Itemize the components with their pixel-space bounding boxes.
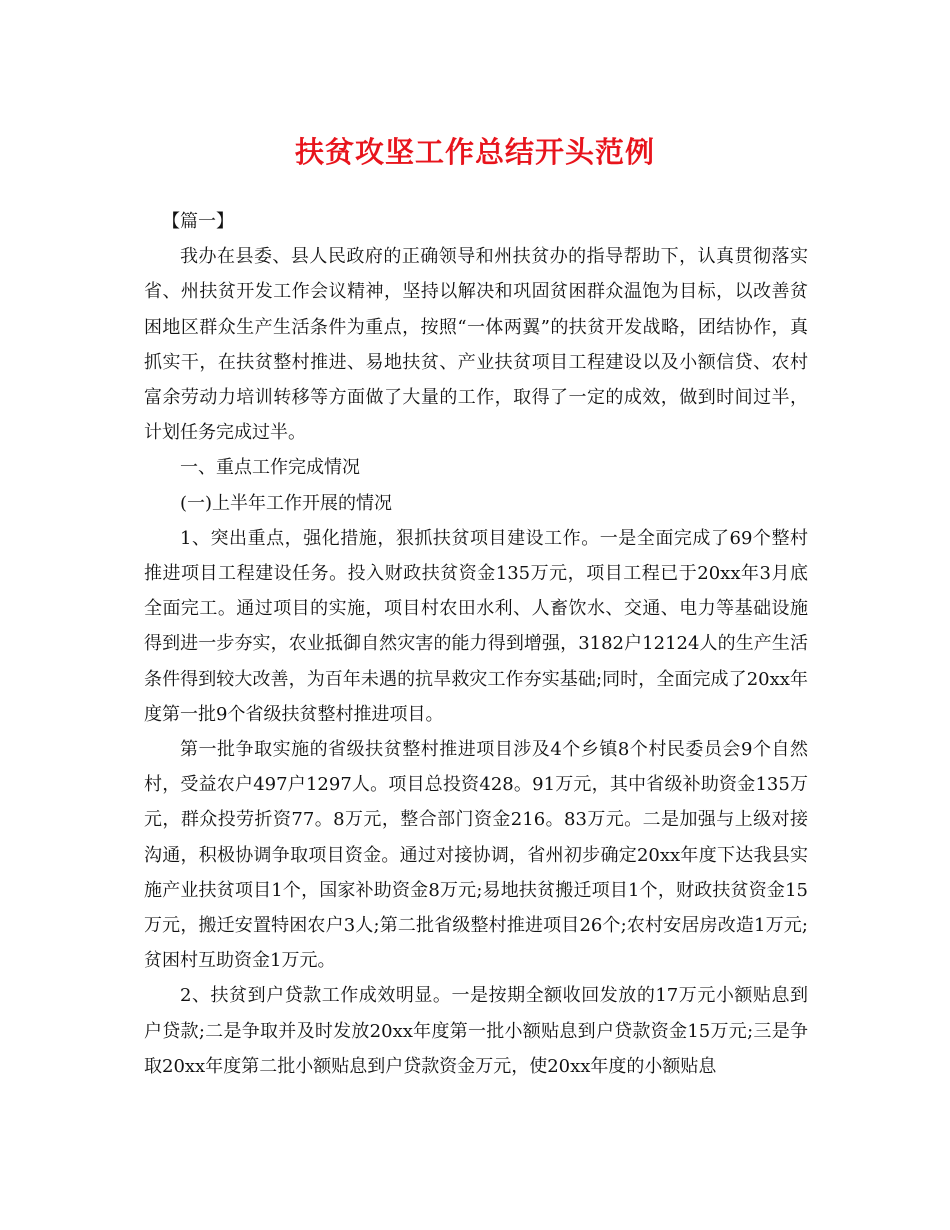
heading-key-work: 一、重点工作完成情况: [180, 457, 360, 479]
document-body: [144, 204, 808, 1084]
document-title: 扶贫攻坚工作总结开头范例: [294, 135, 655, 169]
paragraph-first-batch: 第一批争取实施的省级扶贫整村推进项目涉及4个乡镇8个村民委员会9个自然村，受益农户497户1297人。项目总投资428。91万元，其中省级补助资金135万元，群众投劳折资77。8万元，整合部门资金216。83万元。二是加强与上级对接沟通，积极协调争取项目资金。通过对接协调，省州初步确定20xx年度下达我县实施产业扶贫项目1个，国家补助资金8万元;易地扶贫搬迁项目1个，财政扶贫资金15万元，搬迁安置特困农户3人;第二批省级整村推进项目26个;农村安居房改造1万元;贫困村互助资金1万元。: [144, 739, 808, 972]
paragraph-item-1: 1、突出重点，强化措施，狠抓扶贫项目建设工作。一是全面完成了69个整村推进项目工程建设任务。投入财政扶贫资金135万元，项目工程已于20xx年3月底全面完工。通过项目的实施，项目村农田水利、人畜饮水、交通、电力等基础设施得到进一步夯实，农业抵御自然灾害的能力得到增强，3182户12124人的生产生活条件得到较大改善，为百年未遇的抗旱救灾工作夯实基础;同时，全面完成了20xx年度第一批9个省级扶贫整村推进项目。: [144, 527, 808, 725]
paragraph-item-2: 2、扶贫到户贷款工作成效明显。一是按期全额收回发放的17万元小额贴息到户贷款;二是争取并及时发放20xx年度第一批小额贴息到户贷款资金15万元;三是争取20xx年度第二批小额贴息到户贷款资金万元，使20xx年度的小额贴息: [144, 985, 808, 1077]
section-tag: 【篇一】: [162, 211, 234, 232]
paragraph-intro: 我办在县委、县人民政府的正确领导和州扶贫办的指导帮助下，认真贯彻落实省、州扶贫开发工作会议精神，坚持以解决和巩固贫困群众温饱为目标，以改善贫困地区群众生产生活条件为重点，按照“一体两翼”的扶贫开发战略，团结协作，真抓实干，在扶贫整村推进、易地扶贫、产业扶贫项目工程建设以及小额信贷、农村富余劳动力培训转移等方面做了大量的工作，取得了一定的成效，做到时间过半，计划任务完成过半。: [144, 246, 808, 444]
subheading-first-half: (一)上半年工作开展的情况: [180, 492, 393, 514]
